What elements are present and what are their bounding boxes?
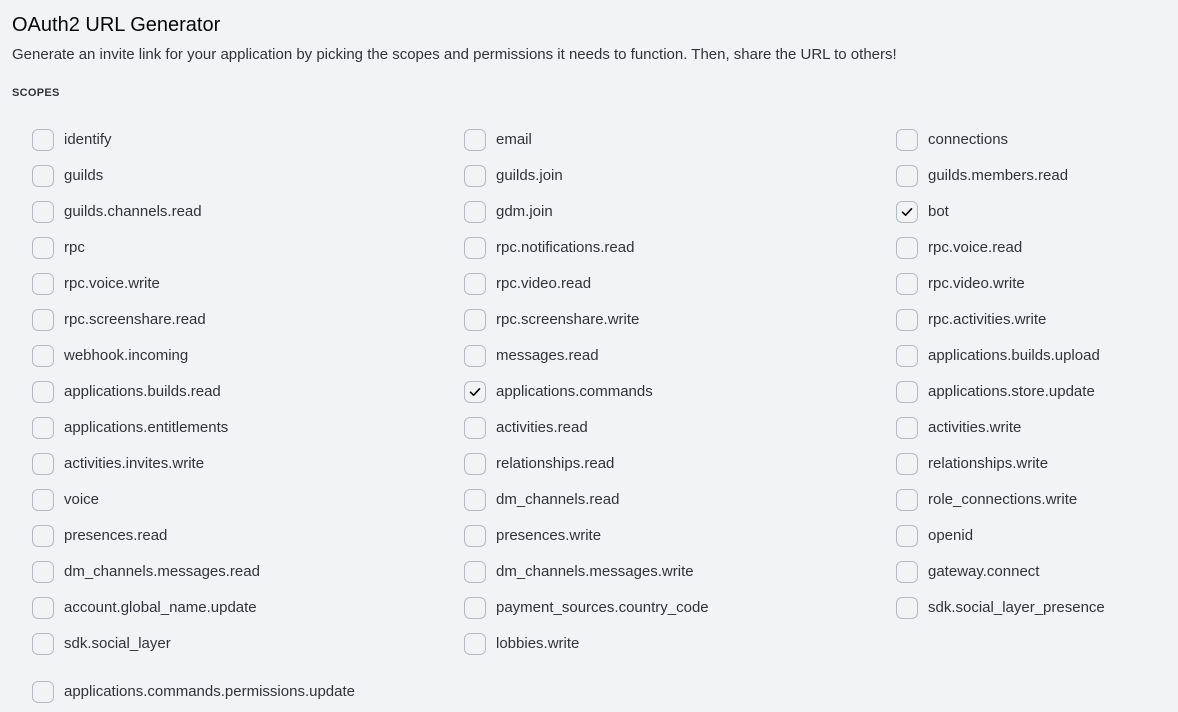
scope-checkbox-applications-builds-read[interactable]: [32, 380, 464, 404]
checkbox-box[interactable]: [896, 309, 918, 331]
checkbox-box[interactable]: [32, 237, 54, 259]
scope-checkbox-applications-commands-permissions-update[interactable]: [32, 680, 355, 704]
checkbox-box[interactable]: [32, 201, 54, 223]
scope-label: role_connections.write: [928, 491, 1078, 508]
checkbox-box[interactable]: [464, 561, 486, 583]
scope-checkbox-rpc-voice-read[interactable]: [896, 236, 1132, 260]
scope-checkbox-gateway-connect[interactable]: [896, 560, 1132, 584]
scopes-checkbox-grid: [32, 128, 1132, 668]
scope-checkbox-lobbies-write[interactable]: [464, 632, 896, 656]
checkbox-box[interactable]: [464, 453, 486, 475]
scope-label: applications.commands: [496, 383, 653, 400]
scope-checkbox-email[interactable]: [464, 128, 896, 152]
checkbox-box[interactable]: [32, 129, 54, 151]
scope-label: gateway.connect: [928, 563, 1040, 580]
scope-label: presences.read: [64, 527, 168, 544]
scope-label: voice: [64, 491, 100, 508]
checkbox-box[interactable]: [464, 201, 486, 223]
checkbox-box[interactable]: [32, 165, 54, 187]
checkbox-box[interactable]: [896, 165, 918, 187]
scope-label: guilds.members.read: [928, 167, 1069, 184]
scope-checkbox-identify[interactable]: [32, 128, 464, 152]
scope-checkbox-voice[interactable]: [32, 488, 464, 512]
scope-checkbox-rpc[interactable]: [32, 236, 464, 260]
scope-label: dm_channels.read: [496, 491, 620, 508]
scope-checkbox-rpc-activities-write[interactable]: [896, 308, 1132, 332]
scope-checkbox-guilds-members-read[interactable]: [896, 164, 1132, 188]
checkbox-box[interactable]: [896, 597, 918, 619]
scope-checkbox-relationships-read[interactable]: [464, 452, 896, 476]
scope-checkbox-guilds[interactable]: [32, 164, 464, 188]
scope-label: dm_channels.messages.write: [496, 563, 694, 580]
scope-label: guilds.join: [496, 167, 563, 184]
checkbox-box[interactable]: [464, 129, 486, 151]
scope-label: applications.commands.permissions.update: [64, 683, 355, 700]
checkbox-box[interactable]: [32, 381, 54, 403]
scope-label: lobbies.write: [496, 635, 580, 652]
scope-label: presences.write: [496, 527, 602, 544]
checkbox-box[interactable]: [464, 489, 486, 511]
scope-label: sdk.social_layer_presence: [928, 599, 1105, 616]
scope-label: email: [496, 131, 532, 148]
checkbox-box[interactable]: [32, 525, 54, 547]
scope-label: dm_channels.messages.read: [64, 563, 260, 580]
checkbox-box[interactable]: [896, 129, 918, 151]
scope-checkbox-payment-sources-country-code[interactable]: [464, 596, 896, 620]
scope-label: account.global_name.update: [64, 599, 257, 616]
checkbox-box[interactable]: [32, 633, 54, 655]
page-title: OAuth2 URL Generator: [12, 14, 221, 36]
scope-checkbox-presences-read[interactable]: [32, 524, 464, 548]
scope-checkbox-rpc-video-write[interactable]: [896, 272, 1132, 296]
scope-label: bot: [928, 203, 949, 220]
checkbox-box[interactable]: [896, 489, 918, 511]
scope-label: rpc.screenshare.read: [64, 311, 206, 328]
scope-checkbox-openid[interactable]: [896, 524, 1132, 548]
scope-checkbox-applications-builds-upload[interactable]: [896, 344, 1132, 368]
scope-label: relationships.write: [928, 455, 1049, 472]
scope-checkbox-activities-read[interactable]: [464, 416, 896, 440]
scope-checkbox-gdm-join[interactable]: [464, 200, 896, 224]
checkbox-box[interactable]: [464, 381, 486, 403]
scope-checkbox-guilds-channels-read[interactable]: [32, 200, 464, 224]
scope-label: activities.read: [496, 419, 588, 436]
scope-label: applications.entitlements: [64, 419, 229, 436]
checkmark-icon: [900, 205, 914, 219]
checkbox-box[interactable]: [32, 453, 54, 475]
checkbox-box[interactable]: [464, 525, 486, 547]
scope-label: rpc.notifications.read: [496, 239, 635, 256]
scope-label: identify: [64, 131, 112, 148]
scope-checkbox-messages-read[interactable]: [464, 344, 896, 368]
scope-label: rpc: [64, 239, 85, 256]
checkbox-box[interactable]: [896, 201, 918, 223]
scope-checkbox-connections[interactable]: [896, 128, 1132, 152]
checkbox-box[interactable]: [464, 273, 486, 295]
checkbox-box[interactable]: [896, 453, 918, 475]
checkbox-box[interactable]: [32, 417, 54, 439]
checkmark-icon: [468, 385, 482, 399]
scope-checkbox-guilds-join[interactable]: [464, 164, 896, 188]
scope-label: activities.invites.write: [64, 455, 205, 472]
scope-label: rpc.activities.write: [928, 311, 1047, 328]
scope-checkbox-rpc-video-read[interactable]: [464, 272, 896, 296]
scope-checkbox-sdk-social-layer[interactable]: [32, 632, 464, 656]
scope-label: applications.builds.read: [64, 383, 221, 400]
scope-label: webhook.incoming: [64, 347, 189, 364]
scope-checkbox-activities-invites-write[interactable]: [32, 452, 464, 476]
scope-label: rpc.voice.write: [64, 275, 160, 292]
scope-checkbox-rpc-notifications-read[interactable]: [464, 236, 896, 260]
scope-checkbox-rpc-screenshare-write[interactable]: [464, 308, 896, 332]
scope-checkbox-relationships-write[interactable]: [896, 452, 1132, 476]
checkbox-box[interactable]: [32, 489, 54, 511]
scope-checkbox-webhook-incoming[interactable]: [32, 344, 464, 368]
scope-label: relationships.read: [496, 455, 615, 472]
scope-label: applications.store.update: [928, 383, 1095, 400]
scope-label: rpc.screenshare.write: [496, 311, 640, 328]
checkbox-box[interactable]: [464, 309, 486, 331]
scope-label: rpc.video.read: [496, 275, 592, 292]
scope-checkbox-dm-channels-messages-read[interactable]: [32, 560, 464, 584]
checkbox-box[interactable]: [464, 237, 486, 259]
scope-checkbox-role-connections-write[interactable]: [896, 488, 1132, 512]
scopes-extra-row: [32, 680, 355, 704]
scope-checkbox-sdk-social-layer-presence[interactable]: [896, 596, 1132, 620]
scope-checkbox-applications-store-update[interactable]: [896, 380, 1132, 404]
scope-checkbox-applications-commands[interactable]: [464, 380, 896, 404]
checkbox-box[interactable]: [464, 417, 486, 439]
scope-checkbox-applications-entitlements[interactable]: [32, 416, 464, 440]
scope-label: guilds.channels.read: [64, 203, 202, 220]
checkbox-box[interactable]: [32, 309, 54, 331]
scope-label: rpc.voice.read: [928, 239, 1023, 256]
scope-checkbox-rpc-voice-write[interactable]: [32, 272, 464, 296]
scope-checkbox-bot[interactable]: [896, 200, 1132, 224]
checkbox-box[interactable]: [464, 165, 486, 187]
scope-label: applications.builds.upload: [928, 347, 1100, 364]
scope-label: sdk.social_layer: [64, 635, 171, 652]
checkbox-box[interactable]: [896, 561, 918, 583]
scope-label: messages.read: [496, 347, 599, 364]
scope-label: payment_sources.country_code: [496, 599, 709, 616]
scope-label: openid: [928, 527, 974, 544]
scope-label: gdm.join: [496, 203, 553, 220]
scope-label: rpc.video.write: [928, 275, 1025, 292]
checkbox-box[interactable]: [896, 417, 918, 439]
scope-checkbox-account-global-name-update[interactable]: [32, 596, 464, 620]
scope-checkbox-dm-channels-messages-write[interactable]: [464, 560, 896, 584]
page-description: Generate an invite link for your application by picking the scopes and permissions it needs to function. Then, share the URL to others!: [12, 46, 897, 63]
checkbox-box[interactable]: [32, 561, 54, 583]
checkbox-box[interactable]: [32, 273, 54, 295]
scope-checkbox-rpc-screenshare-read[interactable]: [32, 308, 464, 332]
scope-checkbox-dm-channels-read[interactable]: [464, 488, 896, 512]
scope-label: guilds: [64, 167, 104, 184]
checkbox-box[interactable]: [896, 525, 918, 547]
checkbox-box[interactable]: [896, 381, 918, 403]
scopes-section-label: SCOPES: [12, 87, 60, 99]
checkbox-box[interactable]: [896, 273, 918, 295]
scope-label: connections: [928, 131, 1009, 148]
checkbox-box[interactable]: [896, 237, 918, 259]
checkbox-box[interactable]: [896, 345, 918, 367]
checkbox-box[interactable]: [32, 681, 54, 703]
scope-label: activities.write: [928, 419, 1022, 436]
checkbox-box[interactable]: [32, 345, 54, 367]
checkbox-box[interactable]: [464, 633, 486, 655]
scope-checkbox-activities-write[interactable]: [896, 416, 1132, 440]
checkbox-box[interactable]: [464, 345, 486, 367]
scope-checkbox-presences-write[interactable]: [464, 524, 896, 548]
checkbox-box[interactable]: [32, 597, 54, 619]
checkbox-box[interactable]: [464, 597, 486, 619]
